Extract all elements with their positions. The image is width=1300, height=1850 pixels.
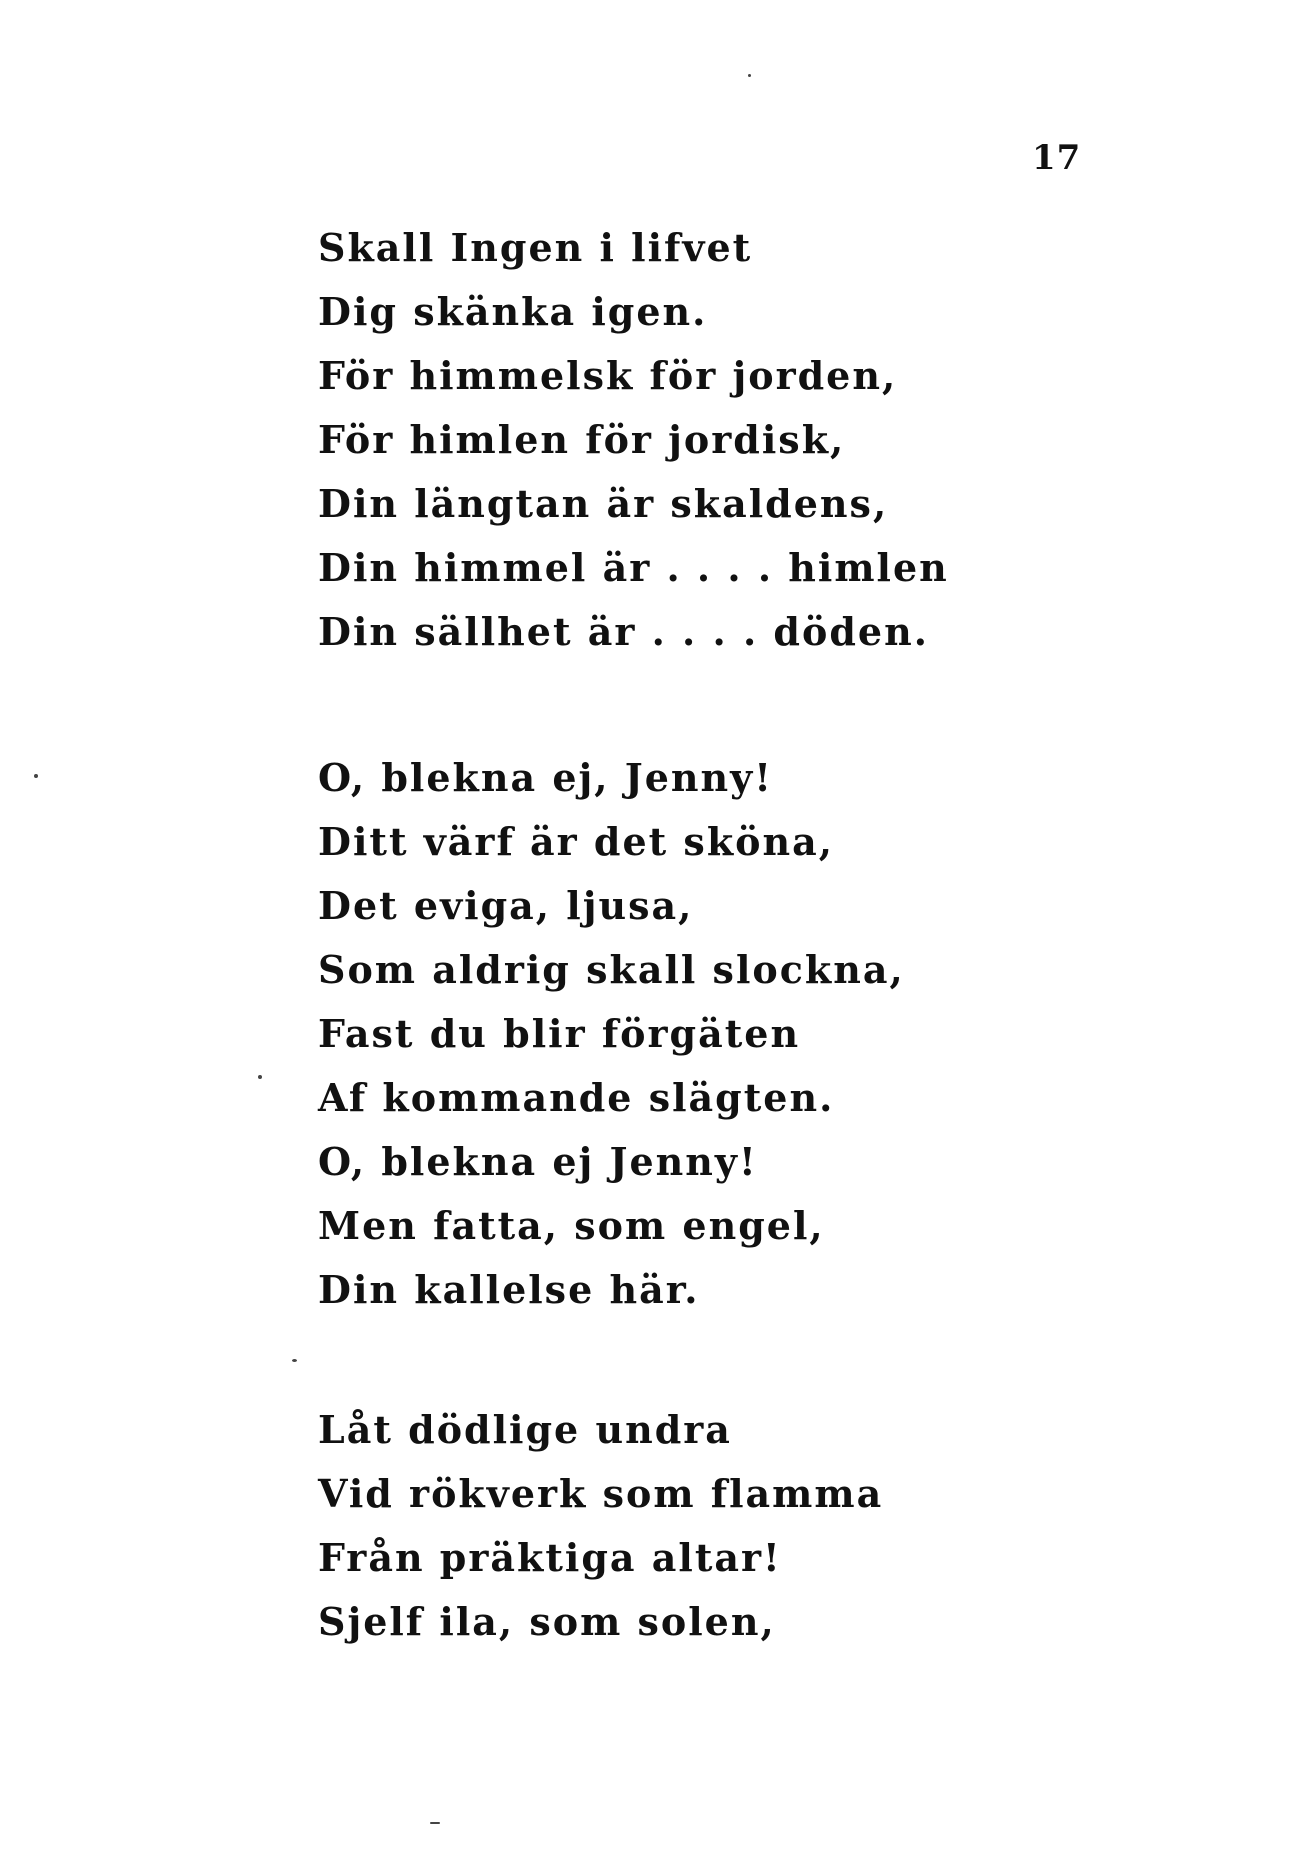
verse-line: Dig skänka igen. [318, 289, 708, 334]
page-number: 17 [1032, 138, 1082, 178]
verse-line: Men fatta, som engel, [318, 1203, 825, 1248]
scan-speck [748, 74, 751, 77]
verse-line: Din längtan är skaldens, [318, 481, 889, 526]
verse-line: Af kommande slägten. [318, 1075, 835, 1120]
stanza-1 [318, 216, 949, 664]
verse-line: Skall Ingen i lifvet [318, 225, 753, 270]
verse-line: Låt dödlige undra [318, 1407, 732, 1452]
verse-line: Din himmel är . . . . himlen [318, 545, 949, 590]
verse-line: Ditt värf är det sköna, [318, 819, 834, 864]
verse-line: Vid rökverk som flamma [318, 1471, 884, 1516]
stanza-3 [318, 1398, 883, 1654]
verse-line: För himmelsk för jorden, [318, 353, 898, 398]
verse-line: O, blekna ej Jenny! [318, 1139, 758, 1184]
verse-line: Som aldrig skall slockna, [318, 947, 905, 992]
scan-speck [292, 1359, 297, 1362]
verse-line: O, blekna ej, Jenny! [318, 755, 773, 800]
verse-line: Din kallelse här. [318, 1267, 700, 1312]
verse-line: Fast du blir förgäten [318, 1011, 801, 1056]
verse-line: Sjelf ila, som solen, [318, 1599, 776, 1644]
stanza-2 [318, 746, 905, 1322]
verse-line: Från präktiga altar! [318, 1535, 782, 1580]
scan-speck [34, 774, 38, 778]
scan-speck [258, 1075, 262, 1079]
verse-line: Det eviga, ljusa, [318, 883, 694, 928]
verse-line: Din sällhet är . . . . döden. [318, 609, 929, 654]
verse-line: För himlen för jordisk, [318, 417, 846, 462]
scan-speck [430, 1822, 440, 1824]
